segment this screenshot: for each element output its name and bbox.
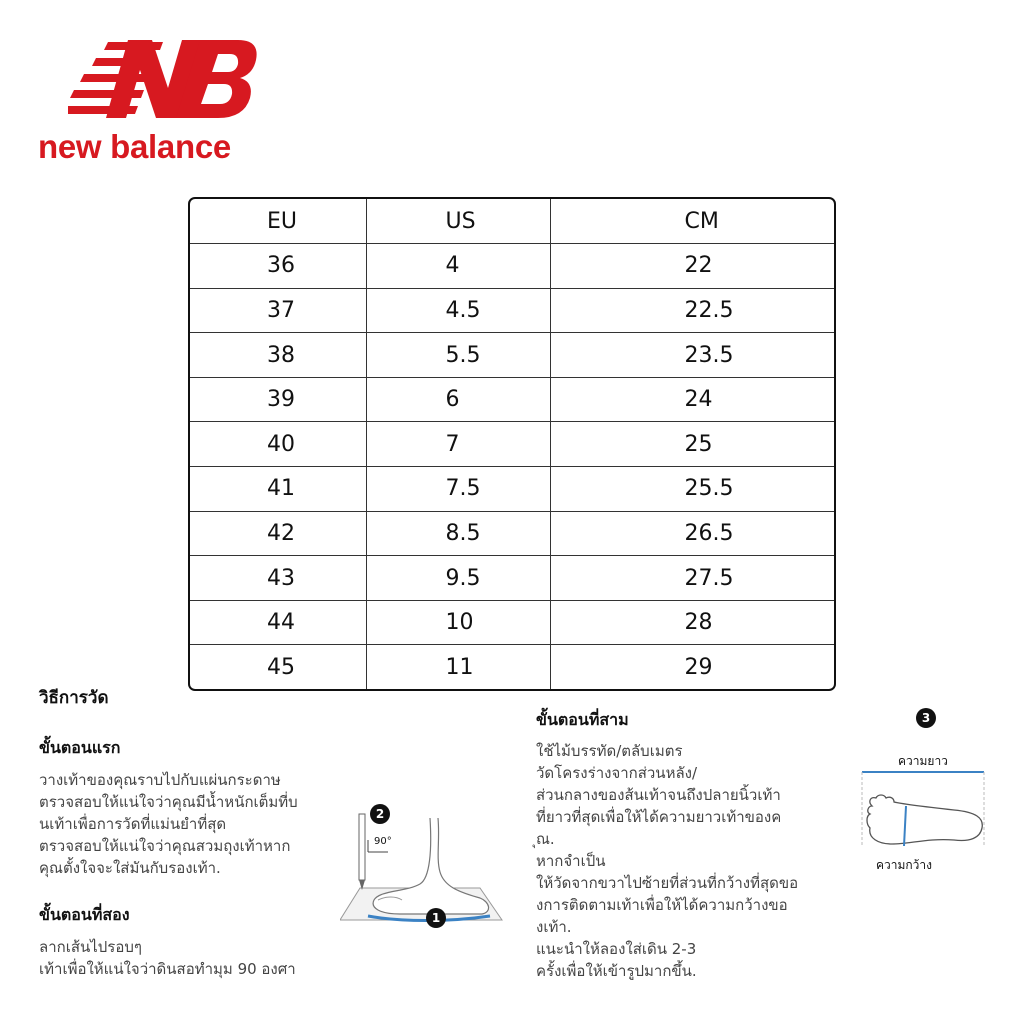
cell-eu: 43 — [190, 556, 366, 601]
cell-us: 4.5 — [366, 288, 550, 333]
side-foot-illustration-icon — [340, 800, 510, 935]
step3-line: ุณ. — [536, 830, 555, 848]
step3-line: ส่วนกลางของส้นเท้าจนถึงปลายนิ้วเท้า — [536, 786, 781, 804]
table-row — [190, 645, 834, 690]
side-foot-figure — [340, 800, 510, 935]
cell-us: 11 — [366, 645, 550, 690]
step2-title: ขั้นตอนที่สอง — [39, 905, 130, 924]
brand-logo — [38, 38, 260, 168]
step3-line: หากจำเป็น — [536, 852, 606, 870]
step1-title: ขั้นตอนแรก — [39, 738, 121, 757]
cell-cm: 22 — [550, 244, 834, 289]
top-foot-figure — [858, 706, 988, 876]
cell-us: 4 — [366, 244, 550, 289]
column-header-cm: CM — [550, 199, 834, 244]
table-row — [190, 422, 834, 467]
step1-line: ตรวจสอบให้แน่ใจว่าคุณมีน้ำหนักเต็มที่บ — [39, 793, 298, 811]
guide-title: วิธีการวัด — [39, 688, 109, 708]
step-badge-1: 1 — [426, 908, 446, 928]
table-row — [190, 467, 834, 512]
nb-monogram-icon — [68, 38, 258, 120]
step1-line: วางเท้าของคุณราบไปกับแผ่นกระดาษ — [39, 771, 281, 789]
step2-line: เท้าเพื่อให้แน่ใจว่าดินสอทำมุม 90 องศา — [39, 960, 296, 978]
step3-line: วัดโครงร่างจากส่วนหลัง/ — [536, 764, 698, 782]
length-label: ความยาว — [898, 754, 948, 768]
cell-eu: 39 — [190, 377, 366, 422]
step1-text — [39, 769, 298, 879]
table-row — [190, 600, 834, 645]
table-header-row — [190, 199, 834, 244]
cell-us: 8.5 — [366, 511, 550, 556]
step1-line: คุณตั้งใจจะใส่มันกับรองเท้า. — [39, 859, 221, 877]
cell-cm: 27.5 — [550, 556, 834, 601]
step3-line: ให้วัดจากขวาไปซ้ายที่ส่วนที่กว้างที่สุดขอ — [536, 874, 799, 892]
cell-cm: 22.5 — [550, 288, 834, 333]
cell-us: 5.5 — [366, 333, 550, 378]
cell-eu: 42 — [190, 511, 366, 556]
cell-cm: 29 — [684, 654, 713, 680]
brand-wordmark: new balance — [38, 128, 231, 165]
step-badge-2: 2 — [370, 804, 390, 824]
step1-line: ตรวจสอบให้แน่ใจว่าคุณสวมถุงเท้าหาก — [39, 837, 291, 855]
table-row — [190, 288, 834, 333]
cell-eu: 36 — [190, 244, 366, 289]
cell-us: 7 — [366, 422, 550, 467]
cell-eu: 41 — [190, 467, 366, 512]
step2-text — [39, 936, 296, 980]
step3-text — [536, 740, 798, 982]
table-row — [190, 556, 834, 601]
step3-title: ขั้นตอนที่สาม — [536, 710, 629, 729]
cell-eu: 38 — [190, 333, 366, 378]
table-row — [190, 244, 834, 289]
step-badge-3: 3 — [916, 708, 936, 728]
angle-label: 90° — [374, 836, 392, 847]
cell-us: 10 — [366, 600, 550, 645]
step3-line: ครั้งเพื่อให้เข้ารูปมากขึ้น. — [536, 962, 697, 980]
step3-line: ที่ยาวที่สุดเพื่อให้ได้ความยาวเท้าของค — [536, 808, 782, 826]
cell-us: 9.5 — [366, 556, 550, 601]
table-row — [190, 333, 834, 378]
step3-line: งเท้า. — [536, 918, 572, 936]
cell-us: 6 — [366, 377, 550, 422]
cell-cm: 28 — [550, 600, 834, 645]
step1-line: นเท้าเพื่อการวัดที่แม่นยำที่สุด — [39, 815, 227, 833]
column-header-eu: EU — [190, 199, 366, 244]
step3-line: แนะนำให้ลองใส่เดิน 2-3 — [536, 940, 697, 958]
cell-eu: 44 — [190, 600, 366, 645]
column-header-us: US — [366, 199, 550, 244]
cell-cm: 23.5 — [550, 333, 834, 378]
table-row — [190, 511, 834, 556]
cell-cm: 25.5 — [550, 467, 834, 512]
cell-eu: 45 — [190, 645, 366, 690]
cell-us: 7.5 — [366, 467, 550, 512]
cell-eu: 40 — [190, 422, 366, 467]
cell-cm: 25 — [550, 422, 834, 467]
step3-line: ใช้ไม้บรรทัด/ตลับเมตร — [536, 742, 683, 760]
cell-cm: 26.5 — [550, 511, 834, 556]
step2-line: ลากเส้นไปรอบๆ — [39, 938, 142, 956]
table-row — [190, 377, 834, 422]
size-chart-table — [188, 197, 836, 691]
cell-eu: 37 — [190, 288, 366, 333]
width-label: ความกว้าง — [876, 858, 933, 872]
step3-line: งการติดตามเท้าเพื่อให้ได้ความกว้างขอ — [536, 896, 788, 914]
cell-cm: 24 — [550, 377, 834, 422]
